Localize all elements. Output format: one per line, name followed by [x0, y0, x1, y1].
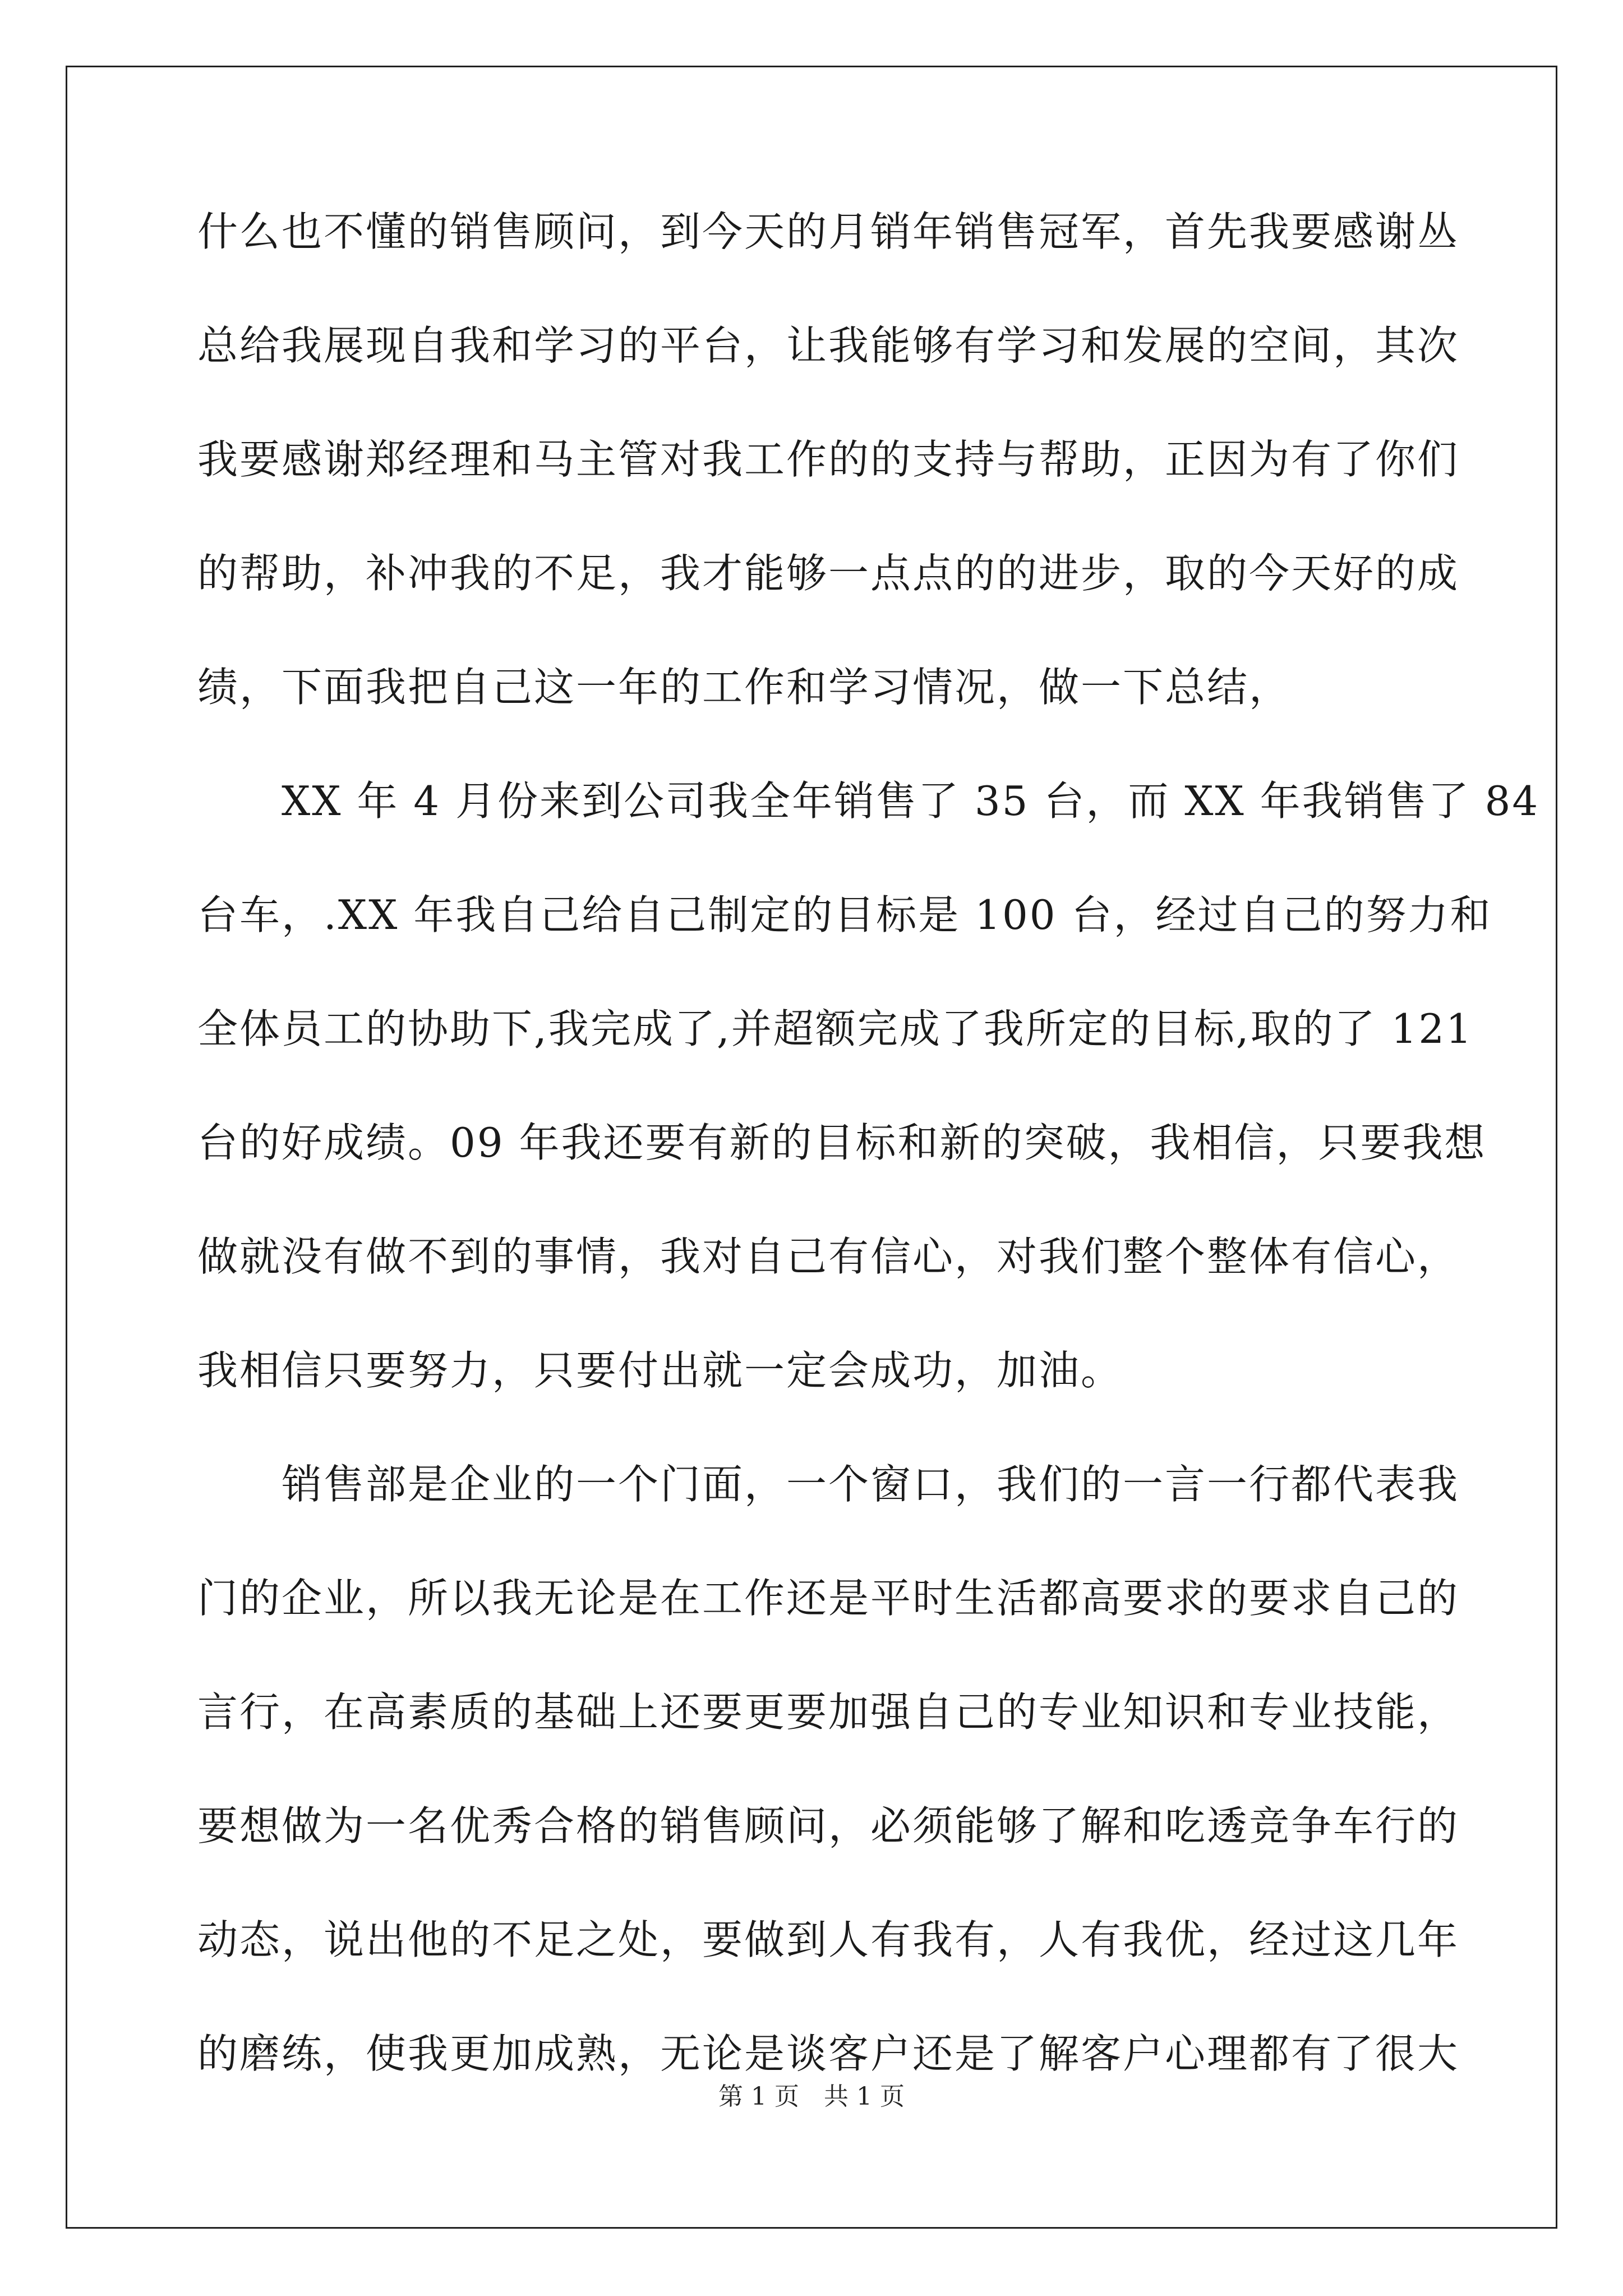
page-footer	[0, 2081, 1623, 2113]
text-line: 门的企业，所以我无论是在工作还是平时生活都高要求的要求自己的	[197, 1575, 1460, 1622]
paragraph-start-line: XX 年 4 月份来到公司我全年销售了 35 台，而 XX 年我销售了 84	[282, 777, 1540, 825]
text-line: 我相信只要努力，只要付出就一定会成功，加油。	[197, 1347, 1123, 1394]
text-line: 台车，.XX 年我自己给自己制定的目标是 100 台，经过自己的努力和	[197, 891, 1492, 938]
text-line: 动态，说出他的不足之处，要做到人有我有，人有我优，经过这几年	[197, 1916, 1460, 1963]
text-line: 台的好成绩。09 年我还要有新的目标和新的突破，我相信，只要我想	[197, 1119, 1487, 1166]
text-line: 全体员工的协助下,我完成了,并超额完成了我所定的目标,取的了 121	[197, 1005, 1473, 1052]
text-line: 我要感谢郑经理和马主管对我工作的的支持与帮助，正因为有了你们	[197, 436, 1460, 483]
text-line: 言行，在高素质的基础上还要更要加强自己的专业知识和专业技能，	[197, 1688, 1460, 1736]
text-line: 的帮助，补冲我的不足，我才能够一点点的的进步，取的今天好的成	[197, 550, 1460, 597]
text-line: 要想做为一名优秀合格的销售顾问，必须能够了解和吃透竞争车行的	[197, 1802, 1460, 1849]
text-line: 的磨练，使我更加成熟，无论是谈客户还是了解客户心理都有了很大	[197, 2030, 1460, 2077]
paragraph-start-line: 销售部是企业的一个门面，一个窗口，我们的一言一行都代表我	[282, 1461, 1460, 1508]
document-body	[197, 206, 1540, 2142]
text-line: 绩，下面我把自己这一年的工作和学习情况，做一下总结，	[197, 664, 1292, 711]
page-number-total: 共 1 页	[824, 2082, 905, 2111]
text-line: 做就没有做不到的事情，我对自己有信心，对我们整个整体有信心，	[197, 1233, 1460, 1280]
page-number-current: 第 1 页	[718, 2082, 799, 2111]
text-line: 什么也不懂的销售顾问，到今天的月销年销售冠军，首先我要感谢丛	[197, 208, 1460, 255]
text-line: 总给我展现自我和学习的平台，让我能够有学习和发展的空间，其次	[197, 322, 1460, 369]
